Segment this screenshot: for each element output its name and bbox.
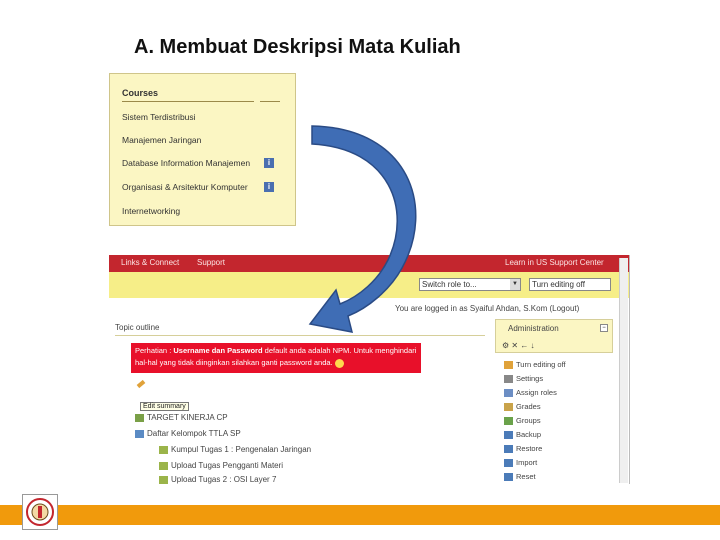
item-label: Upload Tugas Pengganti Materi xyxy=(171,461,284,470)
course-link[interactable]: Organisasi & Arsitektur Komputer xyxy=(122,182,248,192)
slide-title: A. Membuat Deskripsi Mata Kuliah xyxy=(134,36,461,58)
admin-item[interactable] xyxy=(504,374,543,383)
topbar-link[interactable]: Support xyxy=(197,258,226,267)
course-link[interactable]: Internetworking xyxy=(122,206,181,216)
admin-item-label: Groups xyxy=(516,416,541,425)
groups-icon xyxy=(504,417,513,425)
list-item[interactable] xyxy=(159,461,283,470)
admin-item[interactable] xyxy=(504,388,557,397)
scrollbar[interactable] xyxy=(619,258,628,483)
administration-block xyxy=(495,319,613,353)
admin-heading: Administration xyxy=(508,324,559,333)
list-item[interactable] xyxy=(135,429,241,438)
smiley-icon xyxy=(335,359,344,368)
admin-item-label: Restore xyxy=(516,444,543,453)
grades-icon xyxy=(504,403,513,411)
warning-text: default anda adalah NPM. Untuk menghindari hal-hal yang tidak diinginkan silahkan ganti password anda. xyxy=(135,346,417,367)
tooltip: Edit summary xyxy=(140,402,189,411)
item-label: Upload Tugas 2 : OSI Layer 7 xyxy=(171,475,277,484)
list-item[interactable] xyxy=(159,445,311,454)
assignment-icon xyxy=(159,476,168,484)
topic-outline-heading: Topic outline xyxy=(115,323,160,332)
admin-item-label: Grades xyxy=(516,402,541,411)
topbar-link[interactable]: Learn in US Support Center xyxy=(505,258,604,267)
item-label: Kumpul Tugas 1 : Pengenalan Jaringan xyxy=(171,445,312,454)
warning-bold: Username dan Password xyxy=(173,346,263,355)
admin-toolbar[interactable]: ⚙ ✕ ← ↓ xyxy=(502,341,535,350)
admin-item[interactable] xyxy=(504,430,541,439)
info-icon[interactable]: i xyxy=(264,182,274,192)
minimize-icon[interactable]: − xyxy=(600,324,608,332)
info-icon[interactable]: i xyxy=(264,158,274,168)
admin-item[interactable] xyxy=(504,458,537,467)
admin-item-label: Settings xyxy=(516,374,544,383)
turn-editing-button[interactable] xyxy=(529,278,611,291)
list-item[interactable] xyxy=(135,413,228,422)
admin-item[interactable] xyxy=(504,472,536,481)
divider xyxy=(260,101,280,102)
backup-icon xyxy=(504,431,513,439)
admin-item-label: Assign roles xyxy=(516,388,557,397)
pencil-icon xyxy=(504,361,513,369)
logo-icon xyxy=(22,494,58,530)
roles-icon xyxy=(504,389,513,397)
assignment-icon xyxy=(159,446,168,454)
course-link[interactable]: Database Information Manajemen xyxy=(122,158,251,168)
settings-icon xyxy=(504,375,513,383)
list-item[interactable] xyxy=(159,475,276,484)
courses-heading: Courses xyxy=(122,88,159,98)
admin-item[interactable] xyxy=(504,402,541,411)
item-label: TARGET KINERJA CP xyxy=(147,413,228,422)
admin-item-label: Backup xyxy=(516,430,542,439)
warning-prefix: Perhatian : xyxy=(135,346,174,355)
import-icon xyxy=(504,459,513,467)
admin-item-label: Reset xyxy=(516,472,536,481)
admin-item[interactable] xyxy=(504,360,566,369)
select-value: Switch role to... xyxy=(422,280,477,289)
login-info: You are logged in as Syaiful Ahdan, S.Kom (Logout) xyxy=(395,304,580,313)
reset-icon xyxy=(504,473,513,481)
item-label: Daftar Kelompok TTLA SP xyxy=(147,429,241,438)
assignment-icon xyxy=(159,462,168,470)
admin-item-label: Turn editing off xyxy=(516,360,566,369)
page-icon xyxy=(135,430,144,438)
course-link[interactable]: Sistem Terdistribusi xyxy=(122,112,196,122)
chevron-down-icon: ▼ xyxy=(510,279,520,290)
divider xyxy=(122,101,254,102)
admin-item[interactable] xyxy=(504,444,542,453)
courses-block xyxy=(109,73,296,226)
pencil-icon[interactable] xyxy=(137,380,146,388)
restore-icon xyxy=(504,445,513,453)
button-label: Turn editing off xyxy=(532,280,585,289)
course-link[interactable]: Manajemen Jaringan xyxy=(122,135,202,145)
admin-item-label: Import xyxy=(516,458,538,467)
curved-arrow-icon xyxy=(290,118,440,348)
topbar-link[interactable]: Links & Connect xyxy=(121,258,180,267)
admin-item[interactable] xyxy=(504,416,541,425)
folder-icon xyxy=(135,414,144,422)
footer-bar xyxy=(0,505,720,525)
